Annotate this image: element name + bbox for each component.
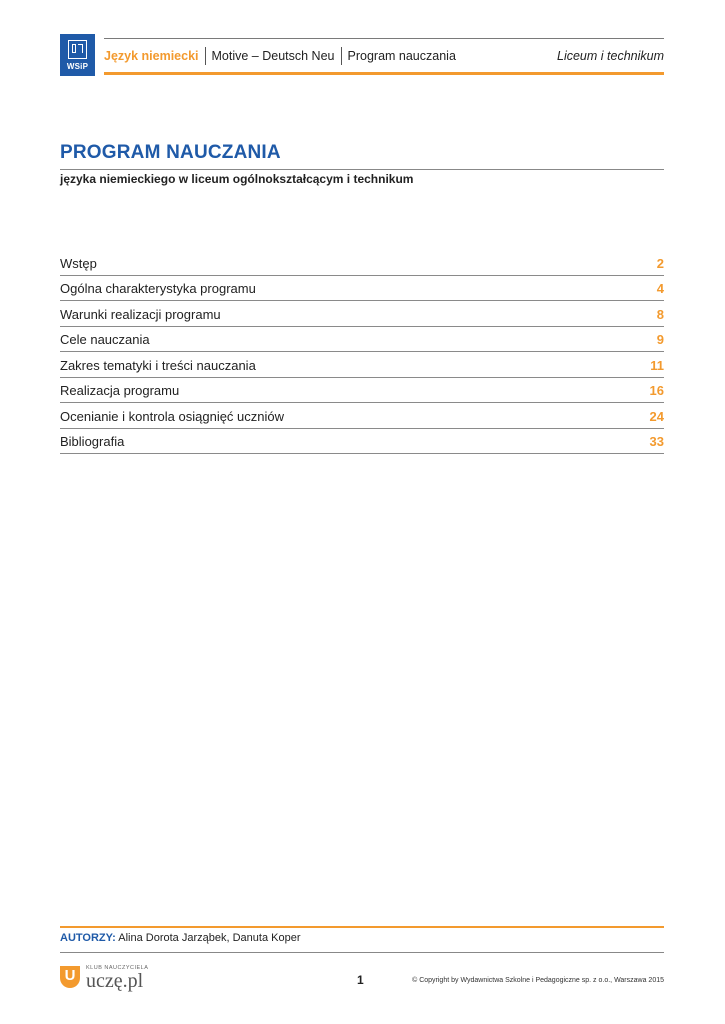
- toc-page: 24: [649, 408, 664, 424]
- header-doc-type: Program nauczania: [341, 47, 462, 65]
- toc-page: 9: [656, 332, 664, 347]
- toc-row[interactable]: [60, 403, 664, 429]
- authors-names: Alina Dorota Jarząbek, Danuta Koper: [118, 932, 301, 944]
- toc-page: 4: [656, 281, 664, 296]
- toc-label: Bibliografia: [60, 434, 125, 449]
- toc-row[interactable]: [60, 327, 664, 353]
- authors-label: AUTORZY:: [60, 932, 116, 944]
- page-subtitle: języka niemieckiego w liceum ogólnokształcącym i technikum: [60, 172, 414, 186]
- header-level: Liceum i technikum: [557, 49, 664, 63]
- toc-row[interactable]: [60, 378, 664, 404]
- logo-text: WSiP: [66, 62, 89, 71]
- book-emblem-icon: [68, 40, 87, 59]
- table-of-contents: [60, 250, 664, 454]
- title-rule: [60, 169, 664, 170]
- toc-page: 8: [656, 306, 664, 322]
- toc-label: Realizacja programu: [60, 383, 180, 398]
- footer-rule-top: [60, 926, 664, 928]
- toc-page: 33: [649, 434, 664, 449]
- header-rule-bottom: [104, 72, 664, 75]
- ucze-u-icon: U: [60, 966, 80, 988]
- copyright-notice: © Copyright by Wydawnictwa Szkolne i Pedagogiczne sp. z o.o., Warszawa 2015: [412, 977, 664, 984]
- toc-row[interactable]: [60, 352, 664, 378]
- header-subject: Język niemiecki: [104, 49, 199, 63]
- toc-page: 2: [656, 255, 664, 271]
- toc-row[interactable]: [60, 276, 664, 302]
- toc-label: Zakres tematyki i treści nauczania: [60, 357, 256, 373]
- toc-label: Wstęp: [60, 255, 97, 271]
- toc-row[interactable]: [60, 301, 664, 327]
- header-series: Motive – Deutsch Neu: [205, 47, 341, 65]
- toc-page: 11: [650, 357, 664, 373]
- logo-name: uczę.pl: [86, 970, 144, 992]
- toc-row[interactable]: [60, 250, 664, 276]
- page-header: [104, 45, 664, 67]
- toc-row[interactable]: [60, 429, 664, 455]
- toc-label: Ocenianie i kontrola osiągnięć uczniów: [60, 408, 285, 424]
- toc-label: Warunki realizacji programu: [60, 306, 221, 322]
- footer-rule-bottom: [60, 952, 664, 953]
- page-title: PROGRAM NAUCZANIA: [60, 142, 281, 163]
- toc-label: Cele nauczania: [60, 332, 150, 347]
- page-number: 1: [357, 973, 364, 987]
- authors-line: [60, 932, 300, 944]
- toc-page: 16: [649, 383, 664, 398]
- toc-label: Ogólna charakterystyka programu: [60, 281, 256, 296]
- header-rule-top: [104, 38, 664, 39]
- logo-club-text: KLUB NAUCZYCIELA: [86, 965, 149, 971]
- wsip-logo: [60, 34, 95, 76]
- ucze-logo[interactable]: [60, 962, 160, 992]
